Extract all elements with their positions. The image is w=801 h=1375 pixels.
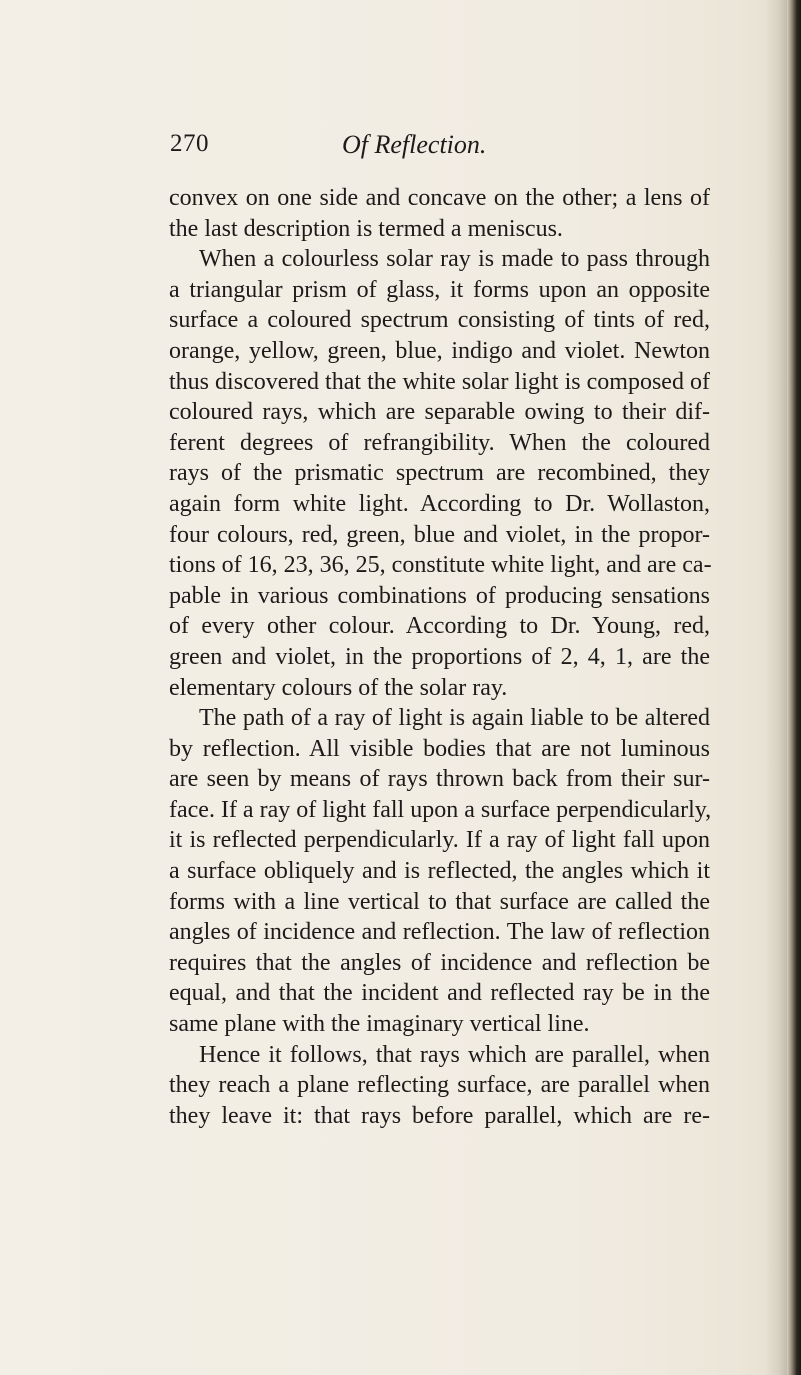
text-line: the last description is termed a meniscus. (169, 215, 563, 242)
text-line: again form white light. According to Dr. Wollaston, (169, 490, 710, 517)
text-line: by reflection. All visible bodies that are not luminous (169, 735, 710, 762)
text-line: requires that the angles of incidence and reflection be (169, 949, 710, 976)
gutter-shadow (765, 0, 787, 1375)
text-line: pable in various combinations of producing sensations (169, 582, 710, 609)
text-line: it is reflected perpendicularly. If a ray of light fall upon (169, 827, 710, 854)
text-line: convex on one side and concave on the other; a lens of (169, 185, 710, 211)
text-line: they reach a plane reflecting surface, are parallel when (169, 1072, 710, 1099)
text-line: they leave it: that rays before parallel, which are re- (169, 1102, 710, 1129)
text-line: green and violet, in the proportions of 2, 4, 1, are the (169, 643, 710, 670)
text-line: angles of incidence and reflection. The law of reflection (169, 919, 710, 946)
text-line: four colours, red, green, blue and violet, in the propor- (169, 521, 710, 548)
text-line: are seen by means of rays thrown back from their sur- (169, 766, 710, 793)
body-text (169, 183, 710, 1131)
text-line: forms with a line vertical to that surface are called the (169, 888, 710, 915)
text-line: coloured rays, which are separable owing to their dif- (169, 399, 710, 426)
text-line: tions of 16, 23, 36, 25, constitute white light, and are ca- (169, 552, 712, 579)
text-line: The path of a ray of light is again liable to be altered (199, 705, 710, 732)
text-line: a surface obliquely and is reflected, the angles which it (169, 858, 710, 885)
text-line: rays of the prismatic spectrum are recombined, they (169, 460, 710, 487)
page-header (170, 130, 710, 170)
text-line: ferent degrees of refrangibility. When the coloured (169, 429, 710, 456)
text-line: a triangular prism of glass, it forms upon an opposite (169, 276, 710, 303)
text-line: face. If a ray of light fall upon a surface perpendicularly, (169, 796, 712, 823)
text-line: equal, and that the incident and reflected ray be in the (169, 980, 710, 1007)
text-line: elementary colours of the solar ray. (169, 674, 508, 701)
book-spine-edge (787, 0, 801, 1375)
page-number: 270 (170, 130, 209, 157)
running-title: Of Reflection. (342, 130, 487, 159)
text-line: Hence it follows, that rays which are parallel, when (199, 1041, 710, 1068)
text-line: thus discovered that the white solar light is composed of (169, 368, 710, 395)
text-line: orange, yellow, green, blue, indigo and violet. Newton (169, 337, 710, 364)
text-line: surface a coloured spectrum consisting of tints of red, (169, 307, 710, 334)
text-line: of every other colour. According to Dr. Young, red, (169, 613, 710, 640)
text-line: same plane with the imaginary vertical line. (169, 1011, 590, 1038)
text-line: When a colourless solar ray is made to pass through (199, 246, 710, 273)
